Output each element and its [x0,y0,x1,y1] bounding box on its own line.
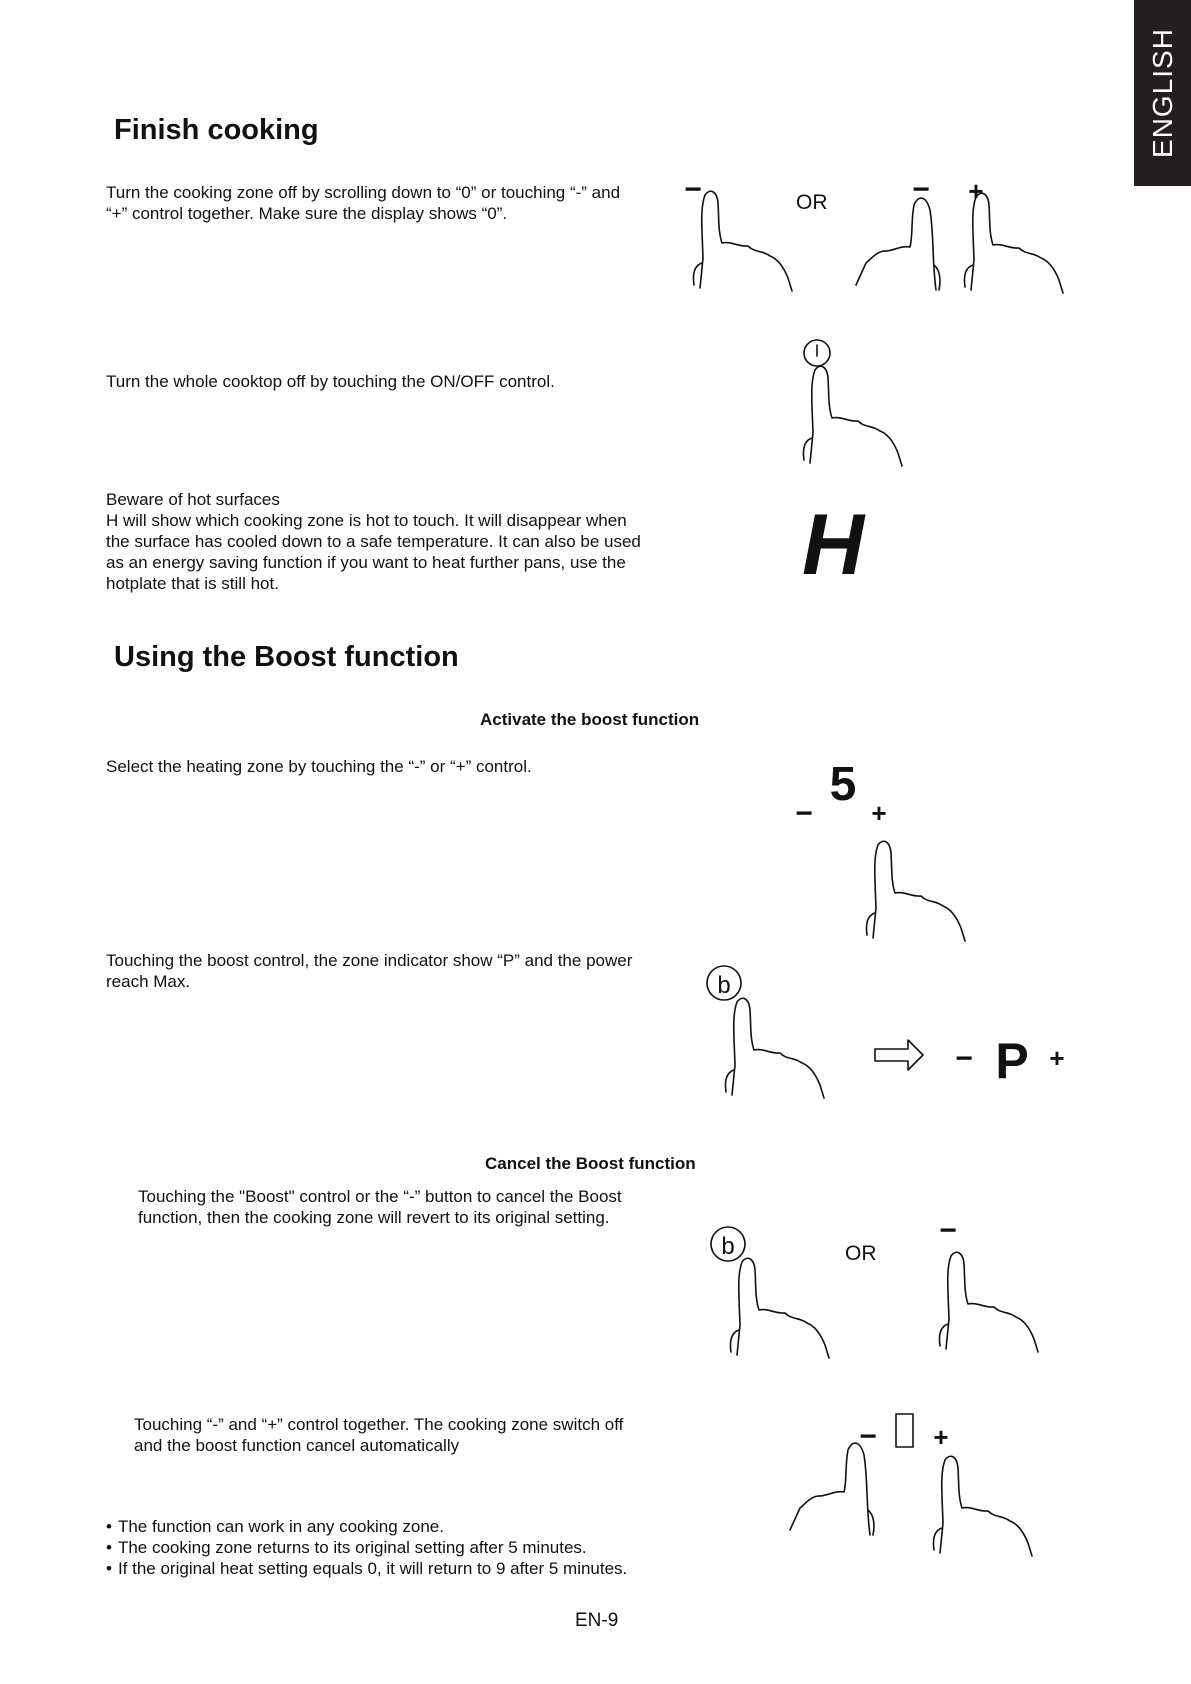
language-label: ENGLISH [1146,28,1178,158]
plus-icon: + [968,176,984,206]
minus-icon: − [912,173,930,206]
boost-paragraph-1: Select the heating zone by touching the “-” or “+” control. [106,757,532,776]
boost-heading: Using the Boost function [114,641,459,673]
plus-icon: + [1049,1043,1065,1073]
list-item: • The cooking zone returns to its original setting after 5 minutes. [106,1537,627,1558]
figure-hot-indicator [802,497,866,593]
list-item: • If the original heat setting equals 0, it will return to 9 after 5 minutes. [106,1558,627,1579]
minus-icon: − [859,1420,877,1453]
minus-icon: − [939,1214,957,1247]
hand-pointing-icon [933,1456,1032,1556]
minus-icon: − [684,173,702,206]
boost-p-display: P [995,1033,1029,1089]
hand-pointing-icon [730,1258,829,1358]
figure-select-zone [795,758,965,941]
finish-paragraph-1: Turn the cooking zone off by scrolling down to “0” or touching “-” and “+” control together. Make sure the display shows “0”. [106,183,621,223]
svg-text:b: b [717,972,731,999]
activate-boost-title: Activate the boost function [480,710,700,729]
or-label: OR [796,191,828,214]
minus-icon: − [955,1042,973,1075]
plus-icon: + [933,1422,949,1452]
arrow-right-icon [875,1040,923,1070]
hand-pointing-icon [856,198,940,290]
hot-h-symbol: H [801,497,865,593]
hand-pointing-icon [939,1252,1038,1352]
hand-pointing-icon [803,366,902,466]
zero-display [896,1414,913,1447]
figure-turn-off-zone [684,173,1063,293]
cancel-boost-title: Cancel the Boost function [485,1154,696,1173]
finish-cooking-heading: Finish cooking [114,114,319,146]
figure-onoff [803,340,902,466]
plus-icon: + [871,798,887,828]
or-label: OR [845,1242,877,1265]
hand-pointing-icon [790,1443,874,1535]
hand-pointing-icon [866,841,965,941]
boost-paragraph-3: Touching the "Boost" control or the “-” button to cancel the Boost function, then the cooking zone will revert to its original setting. [138,1187,622,1227]
boost-paragraph-4: Touching “-” and “+” control together. The cooking zone switch off and the boost function cancel automatically [134,1415,624,1455]
page-number: EN-9 [575,1610,619,1631]
figure-boost-cancel [711,1214,1038,1358]
list-item: • The function can work in any cooking zone. [106,1516,627,1537]
hot-surface-paragraph: Beware of hot surfaces H will show which cooking zone is hot to touch. It will disappear when the surface has cooled down to a safe temperature. It can also be used as an energy saving function if you want to heat further pans, use the hotplate that is still hot. [106,490,641,593]
figure-cancel-together [790,1414,1032,1556]
boost-paragraph-2: Touching the boost control, the zone indicator show “P” and the power reach Max. [106,951,633,991]
figure-boost-activate [707,966,1065,1098]
svg-text:b: b [721,1233,735,1260]
level-display: 5 [829,758,857,811]
hand-pointing-icon [693,191,792,291]
hand-pointing-icon [964,193,1063,293]
minus-icon: − [795,797,813,830]
hand-pointing-icon [725,998,824,1098]
finish-paragraph-2: Turn the whole cooktop off by touching the ON/OFF control. [106,372,555,391]
